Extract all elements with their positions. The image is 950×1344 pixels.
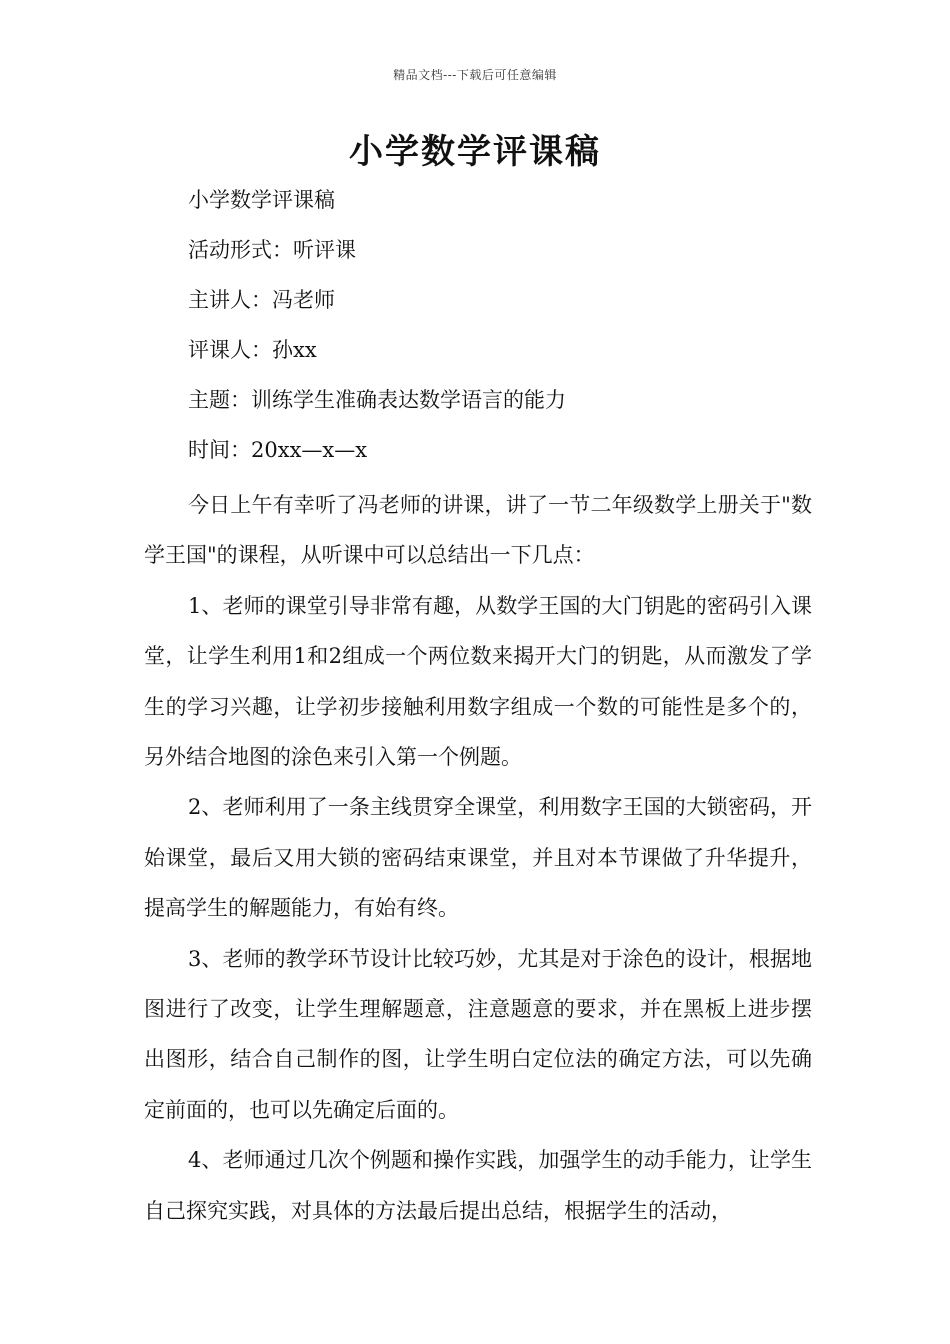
meta-line-time: 时间：20xx—x—x	[188, 438, 368, 462]
meta-line-topic: 主题：训练学生准确表达数学语言的能力	[188, 388, 566, 412]
header-note: 精品文档---下载后可任意编辑	[393, 68, 557, 82]
paragraph-point-3: 3、老师的教学环节设计比较巧妙，尤其是对于涂色的设计，根据地图进行了改变，让学生理解题意，注意题意的要求，并在黑板上进步摆出图形，结合自己制作的图，让学生明白定位法的确定方法，可以先确定前面的，也可以先确定后面的。	[144, 946, 812, 1122]
meta-line-reviewer: 评课人：孙xx	[188, 338, 317, 362]
meta-line-speaker: 主讲人：冯老师	[188, 288, 335, 312]
meta-line-subtitle: 小学数学评课稿	[188, 188, 335, 212]
document-title: 小学数学评课稿	[349, 132, 601, 172]
meta-info-list	[188, 180, 566, 480]
paragraph-point-2: 2、老师利用了一条主线贯穿全课堂，利用数字王国的大锁密码，开始课堂，最后又用大锁的密码结束课堂，并且对本节课做了升华提升，提高学生的解题能力，有始有终。	[144, 795, 812, 921]
body-text	[144, 480, 812, 1236]
paragraph-point-1: 1、老师的课堂引导非常有趣，从数学王国的大门钥匙的密码引入课堂，让学生利用1和2组成一个两位数来揭开大门的钥匙，从而激发了学生的学习兴趣，让学初步接触利用数字组成一个数的可能性是多个的，另外结合地图的涂色来引入第一个例题。	[144, 593, 812, 770]
paragraph-intro: 今日上午有幸听了冯老师的讲课，讲了一节二年级数学上册关于"数学王国"的课程，从听课中可以总结出一下几点：	[144, 493, 812, 568]
paragraph-point-4: 4、老师通过几次个例题和操作实践，加强学生的动手能力，让学生自己探究实践，对具体的方法最后提出总结，根据学生的活动，	[144, 1148, 812, 1223]
meta-line-activity-form: 活动形式：听评课	[188, 238, 356, 262]
